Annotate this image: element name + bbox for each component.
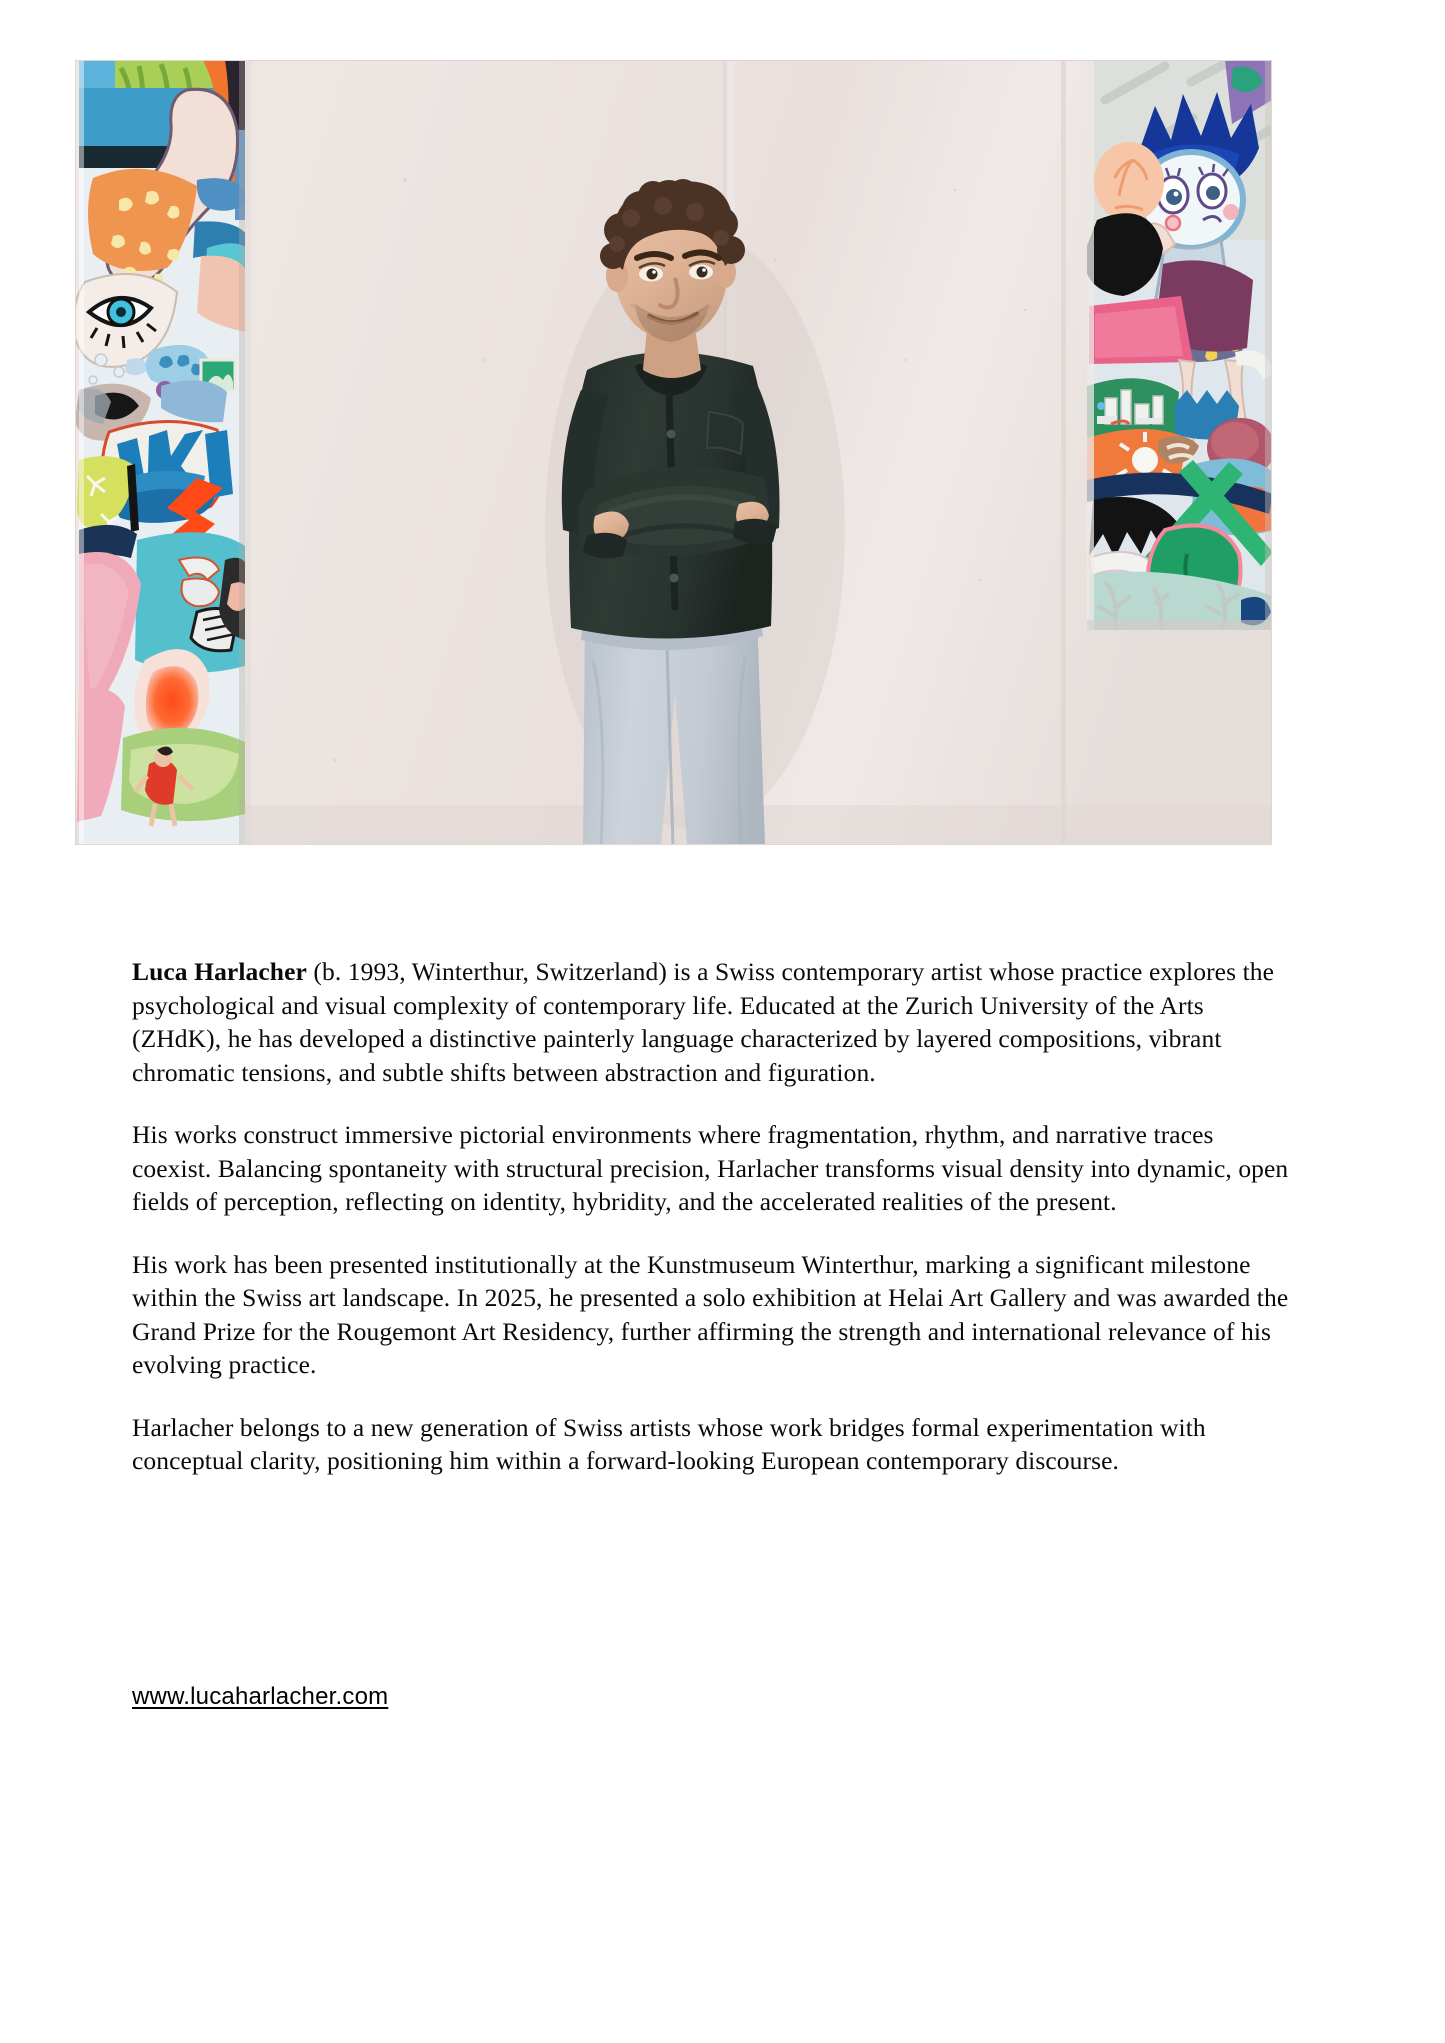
- bio-paragraph-1: [132, 955, 1292, 1089]
- photo-svg: [75, 60, 1272, 845]
- footer-link-container: [132, 1682, 388, 1712]
- artist-portrait-photograph: [75, 60, 1272, 845]
- biography-text-block: [132, 955, 1292, 1478]
- website-link[interactable]: www.lucaharlacher.com: [132, 1683, 389, 1710]
- bio-paragraph-1-text: (b. 1993, Winterthur, Switzerland) is a Swiss contemporary artist whose practice explores the psychological and visual complexity of contemporary life. Educated at the Zurich University of the Arts (ZHdK), he has developed a distinctive painterly language characterized by layered compositions, vibrant chromatic tensions, and subtle shifts between abstraction and figuration.: [132, 957, 1275, 1087]
- bio-paragraph-4: Harlacher belongs to a new generation of Swiss artists whose work bridges formal experimentation with conceptual clarity, positioning him within a forward-looking European contemporary discourse.: [132, 1412, 1206, 1475]
- bio-paragraph-3: His work has been presented institutionally at the Kunstmuseum Winterthur, marking a significant milestone within the Swiss art landscape. In 2025, he presented a solo exhibition at Helai Art Gallery and was awarded the Grand Prize for the Rougemont Art Residency, further affirming the strength and international relevance of his evolving practice.: [132, 1249, 1289, 1379]
- artist-name: Luca Harlacher: [132, 957, 307, 986]
- bio-paragraph-2: His works construct immersive pictorial environments where fragmentation, rhythm, and narrative traces coexist. Balancing spontaneity with structural precision, Harlacher transforms visual density into dynamic, open fields of perception, reflecting on identity, hybridity, and the accelerated realities of the present.: [132, 1120, 1289, 1216]
- left-artwork-panel: [75, 60, 255, 845]
- right-artwork-panel: [1083, 60, 1272, 632]
